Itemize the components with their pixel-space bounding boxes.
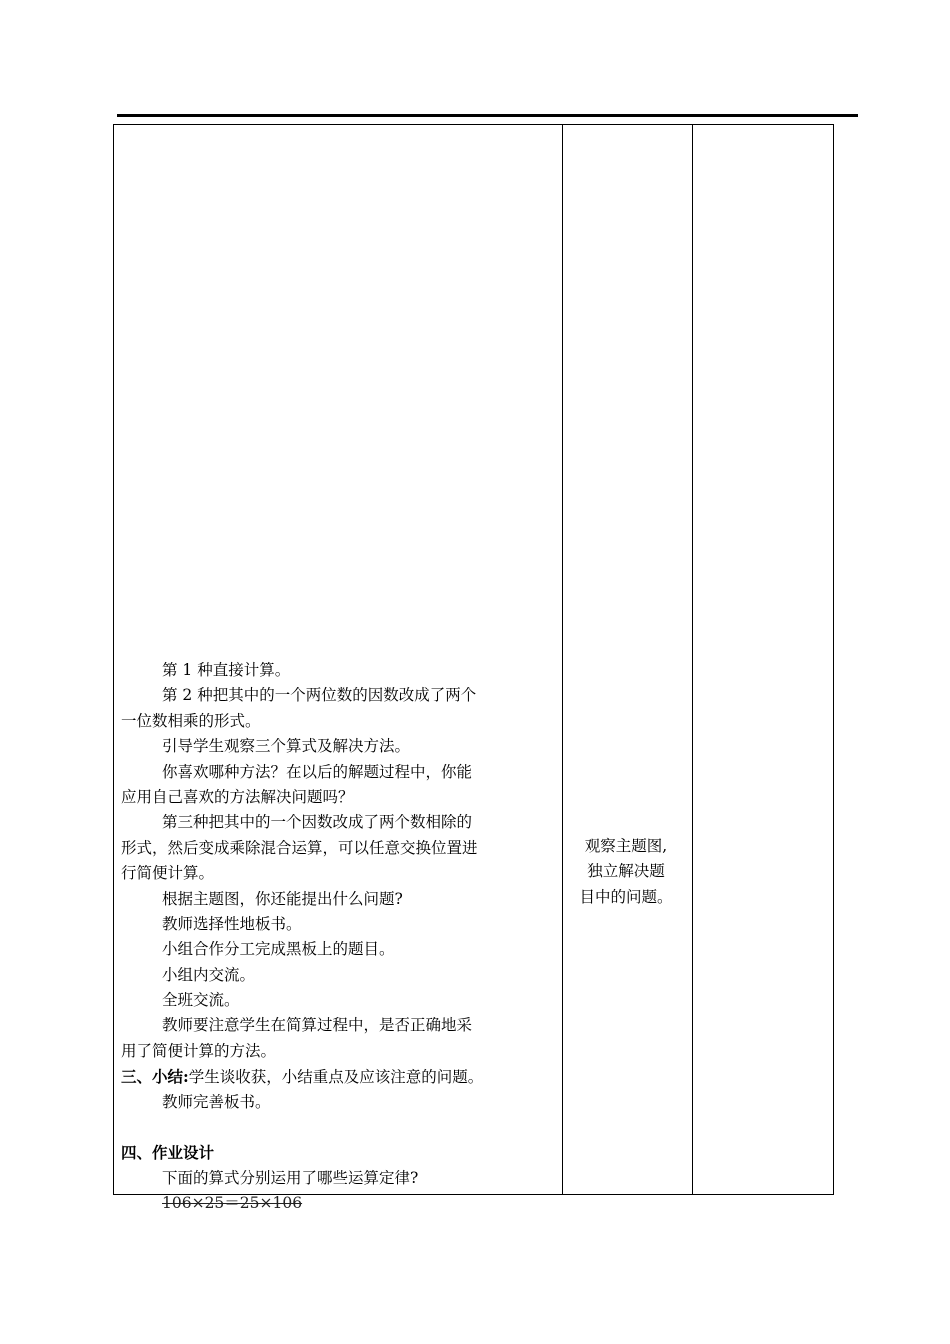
- paragraph-line: 全班交流。: [162, 991, 240, 1010]
- side-line: 观察主题图,: [584, 837, 668, 855]
- paragraph-line: 第 2 种把其中的一个两位数的因数改成了两个: [162, 686, 477, 705]
- paragraph-line: 一位数相乘的形式。: [121, 711, 261, 730]
- column-divider-2: [692, 125, 693, 1194]
- paragraph-line: 根据主题图，你还能提出什么问题?: [162, 889, 403, 908]
- summary-heading: 三、小结:: [121, 1067, 189, 1087]
- paragraph-line: 你喜欢哪种方法？在以后的解题过程中，你能: [162, 762, 473, 781]
- homework-heading: 四、作业设计: [121, 1143, 215, 1163]
- blank-line: [121, 1115, 559, 1140]
- homework-question: 下面的算式分别运用了哪些运算定律?: [162, 1168, 419, 1187]
- paragraph-line: 第三种把其中的一个因数改成了两个数相除的: [162, 813, 473, 832]
- paragraph-line: 形式，然后变成乘除混合运算，可以任意交换位置进: [121, 838, 478, 857]
- column-divider-1: [562, 125, 563, 1194]
- paragraph-line: 小组合作分工完成黑板上的题目。: [162, 940, 395, 959]
- summary-line: [121, 1064, 559, 1089]
- side-line: 独立解决题: [587, 862, 665, 881]
- paragraph-line: 教师选择性地板书。: [162, 914, 302, 933]
- paragraph-line: 教师要注意学生在简算过程中，是否正确地采: [162, 1016, 473, 1035]
- paragraph-line: 第 1 种直接计算。: [162, 661, 291, 679]
- student-activity-text: [565, 834, 687, 910]
- summary-followup: 教师完善板书。: [162, 1092, 271, 1111]
- paragraph-line: 用了简便计算的方法。: [121, 1041, 277, 1060]
- paragraph-line: 引导学生观察三个算式及解决方法。: [162, 737, 411, 756]
- header-rule: [117, 114, 858, 117]
- paragraph-line: 行简便计算。: [121, 864, 215, 883]
- paragraph-line: 应用自己喜欢的方法解决问题吗？: [121, 787, 354, 806]
- side-line: 目中的问题。: [579, 887, 673, 906]
- teaching-process-text: [121, 658, 559, 1217]
- paragraph-line: 小组内交流。: [162, 965, 256, 984]
- homework-equation: 106×25＝25×106: [162, 1194, 303, 1213]
- summary-text: 学生谈收获，小结重点及应该注意的问题。: [188, 1068, 484, 1087]
